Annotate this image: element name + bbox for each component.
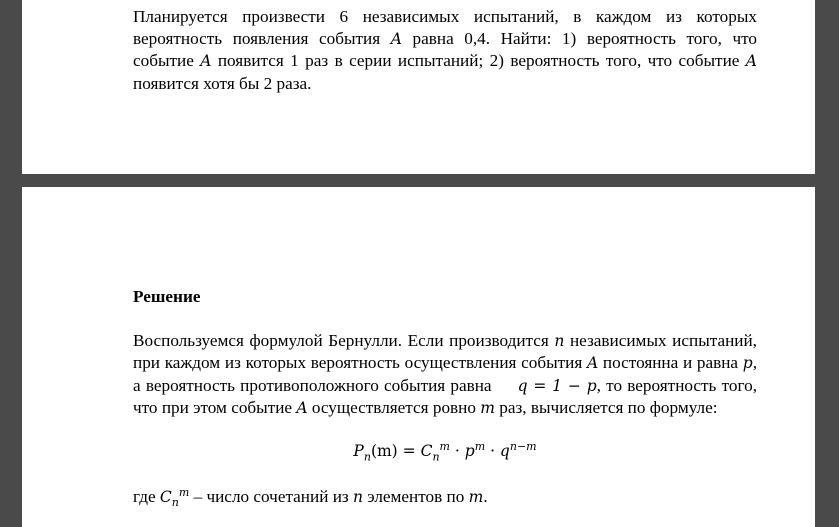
page-2 [22, 187, 815, 527]
solution-text: независимых испытаний, при каждом из которых вероятность осуществления события [133, 330, 757, 372]
var-p: p [742, 354, 753, 372]
bernoulli-formula: $P_n(m) = C_n^m \cdot p^m \cdot q^{n-m}$ [353, 439, 537, 463]
q-definition: q = 1 − p [517, 376, 597, 395]
var-a: A [200, 52, 212, 70]
var-m: m [468, 487, 484, 506]
var-a: A [296, 399, 308, 417]
var-a: A [745, 52, 757, 70]
var-n: n [352, 487, 363, 506]
solution-text: раз, вычисляется по формуле: [494, 398, 718, 417]
var-m: m [480, 399, 495, 417]
page-1 [22, 0, 815, 174]
solution-text: постоянна и равна [598, 353, 743, 372]
solution-paragraph [133, 330, 757, 420]
var-n: n [554, 331, 565, 350]
solution-text: , то вероятность того, что при этом событие [133, 375, 757, 417]
solution-text: осуществляется ровно [307, 398, 481, 417]
task-text: появится хотя бы 2 раза. [133, 73, 312, 93]
var-a: A [587, 354, 599, 372]
solution-heading: Решение [133, 287, 201, 306]
var-a: A [390, 29, 402, 48]
combination-symbol: $C_n^m$ [159, 485, 190, 509]
task-text: появится 1 раз в серии испытаний; 2) вероятность того, что событие [211, 51, 746, 70]
solution-text: Воспользуемся формулой Бернулли. Если производится [133, 330, 555, 350]
task-text: Планируется произвести 6 независимых испытаний, в каждом из которых вероятность появления события [133, 7, 757, 48]
where-paragraph: где $C_n^m$ – число сочетаний из n элементов по m. [133, 485, 488, 509]
task-text: равна 0,4. Найти: 1) вероятность того, что событие [133, 28, 757, 70]
solution-text: , а вероятность противоположного события равна [133, 353, 757, 395]
task-paragraph [133, 0, 757, 94]
